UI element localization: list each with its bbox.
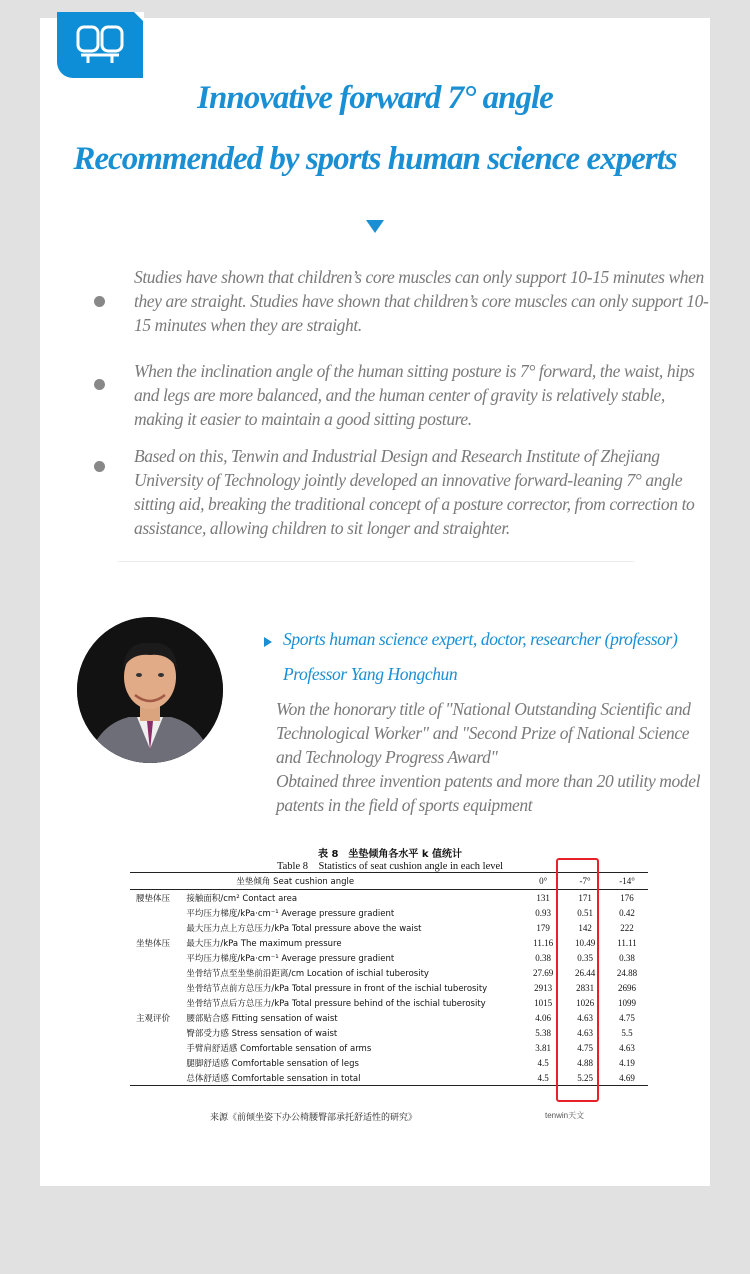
- row-indicator: 平均压力梯度/kPa·cm⁻¹ Average pressure gradient: [186, 953, 395, 964]
- row-value: 1099: [618, 997, 637, 1008]
- row-value: 11.11: [617, 937, 637, 948]
- row-group: [130, 1025, 186, 1040]
- row-group: [130, 905, 186, 920]
- row-value: 24.88: [616, 967, 638, 978]
- highlight-box: [556, 858, 599, 1102]
- row-value: 4.88: [577, 1057, 593, 1068]
- seat-cushion-icon: [75, 24, 125, 66]
- row-value: 2831: [576, 982, 595, 993]
- row-value: 4.63: [577, 1027, 593, 1038]
- paragraph-1: Studies have shown that children’s core muscles can only support 10-15 minutes when they are straight. Studies have shown that children’s core muscles can only support 10-15 minutes when they are straight.: [134, 267, 709, 335]
- source-citation: 来源《前倾坐姿下办公椅腰臀部承托舒适性的研究》: [210, 1113, 418, 1123]
- row-group: [130, 1070, 186, 1086]
- row-group: [130, 1055, 186, 1070]
- row-value: 0.93: [535, 907, 552, 918]
- column-header: 0°: [522, 873, 564, 890]
- row-indicator: 最大压力/kPa The maximum pressure: [186, 938, 342, 949]
- play-triangle-icon: [264, 637, 272, 647]
- row-value: 4.5: [537, 1057, 549, 1068]
- headline-line-1: Innovative forward 7° angle: [197, 80, 553, 116]
- row-indicator: 腿脚舒适感 Comfortable sensation of legs: [186, 1058, 359, 1069]
- row-value: 1015: [534, 997, 553, 1008]
- expert-bio-patents: Obtained three invention patents and more than 20 utility model patents in the field of sports equipment: [276, 771, 701, 815]
- row-value: 2696: [618, 982, 637, 993]
- row-group: [130, 1040, 186, 1055]
- expert-name: Professor Yang Hongchun: [283, 664, 458, 684]
- row-value: 4.75: [577, 1042, 593, 1053]
- row-group: [130, 965, 186, 980]
- row-value: 2913: [534, 982, 553, 993]
- category-badge: [57, 12, 143, 78]
- row-value: 4.75: [619, 1012, 635, 1023]
- expert-bio-honors: Won the honorary title of "National Outstanding Scientific and Technological Worker" and "Second Prize of National Science and Technology Progress Award": [276, 699, 691, 767]
- row-value: 5.5: [621, 1027, 633, 1038]
- row-group: [130, 950, 186, 965]
- row-value: 4.5: [522, 1070, 564, 1086]
- bullet-dot: [94, 461, 105, 472]
- row-value: 0.35: [577, 952, 593, 963]
- row-value: 3.81: [535, 1042, 552, 1053]
- row-indicator: 臀部受力感 Stress sensation of waist: [186, 1028, 338, 1039]
- row-group: [130, 995, 186, 1010]
- row-group: [130, 920, 186, 935]
- row-indicator: 接触面积/cm² Contact area: [186, 893, 298, 904]
- row-value: 1026: [576, 997, 595, 1008]
- row-group: 坐垫体压: [136, 938, 171, 949]
- row-indicator: 平均压力梯度/kPa·cm⁻¹ Average pressure gradient: [186, 908, 395, 919]
- row-value: 4.63: [577, 1012, 593, 1023]
- row-group: [130, 980, 186, 995]
- row-value: 0.38: [535, 952, 552, 963]
- row-indicator: 坐骨结节点后方总压力/kPa Total pressure behind of the ischial tuberosity: [186, 998, 486, 1009]
- row-value: 10.49: [574, 937, 596, 948]
- table-title-cn: 表 8 坐垫倾角各水平 k 值统计: [317, 849, 463, 860]
- row-indicator: 总体舒适感 Comfortable sensation in total: [186, 1070, 522, 1086]
- column-header: -7°: [564, 873, 606, 890]
- row-value: 171: [578, 892, 592, 903]
- expert-role: Sports human science expert, doctor, researcher (professor): [283, 629, 678, 649]
- row-value: 142: [578, 922, 592, 933]
- row-group: 腰垫体压: [136, 893, 171, 904]
- row-indicator: 手臂肩舒适感 Comfortable sensation of arms: [186, 1043, 372, 1054]
- section-divider: [118, 561, 634, 562]
- down-arrow-icon: [366, 220, 384, 233]
- row-value: 4.63: [619, 1042, 635, 1053]
- row-group: 主观评价: [136, 1013, 171, 1024]
- table-header-label: 坐垫倾角 Seat cushion angle: [186, 873, 522, 890]
- row-value: 26.44: [574, 967, 596, 978]
- row-indicator: 坐骨结节点前方总压力/kPa Total pressure in front of the ischial tuberosity: [186, 983, 488, 994]
- paragraph-2: When the inclination angle of the human sitting posture is 7° forward, the waist, hips and legs are more balanced, and the human center of gravity is relatively stable, making it easier to maintain a good sitting posture.: [134, 361, 695, 429]
- row-value: 0.42: [619, 907, 635, 918]
- headline-line-2: Recommended by sports human science experts: [73, 141, 677, 177]
- row-value: 4.69: [606, 1070, 648, 1086]
- paragraph-3: Based on this, Tenwin and Industrial Design and Research Institute of Zhejiang University of Technology jointly developed an innovative forward-leaning 7° angle sitting aid, breaking the traditional concept of a posture corrector, from correction to assistance, allowing children to sit longer and straighter.: [134, 446, 695, 538]
- row-value: 27.69: [533, 967, 554, 978]
- row-indicator: 坐骨结节点至坐垫前沿距离/cm Location of ischial tuberosity: [186, 968, 429, 979]
- expert-bio: [276, 697, 716, 817]
- table-title-en: Table 8 Statistics of seat cushion angle in each level: [276, 861, 504, 872]
- row-value: 176: [620, 892, 634, 903]
- row-value: 4.06: [535, 1012, 552, 1023]
- expert-photo: [77, 617, 223, 763]
- row-indicator: 腰部贴合感 Fitting sensation of waist: [186, 1013, 338, 1024]
- row-value: 5.25: [564, 1070, 606, 1086]
- row-value: 4.19: [619, 1057, 635, 1068]
- row-value: 0.51: [577, 907, 593, 918]
- row-value: 131: [536, 892, 550, 903]
- row-value: 179: [536, 922, 550, 933]
- row-indicator: 最大压力点上方总压力/kPa Total pressure above the waist: [186, 923, 422, 934]
- bullet-dot: [94, 379, 105, 390]
- row-value: 5.38: [535, 1027, 552, 1038]
- row-value: 222: [620, 922, 634, 933]
- row-value: 11.16: [533, 937, 554, 948]
- row-value: 0.38: [619, 952, 635, 963]
- column-header: -14°: [606, 873, 648, 890]
- brand-logo: tenwin天文: [545, 1111, 585, 1120]
- bullet-dot: [94, 296, 105, 307]
